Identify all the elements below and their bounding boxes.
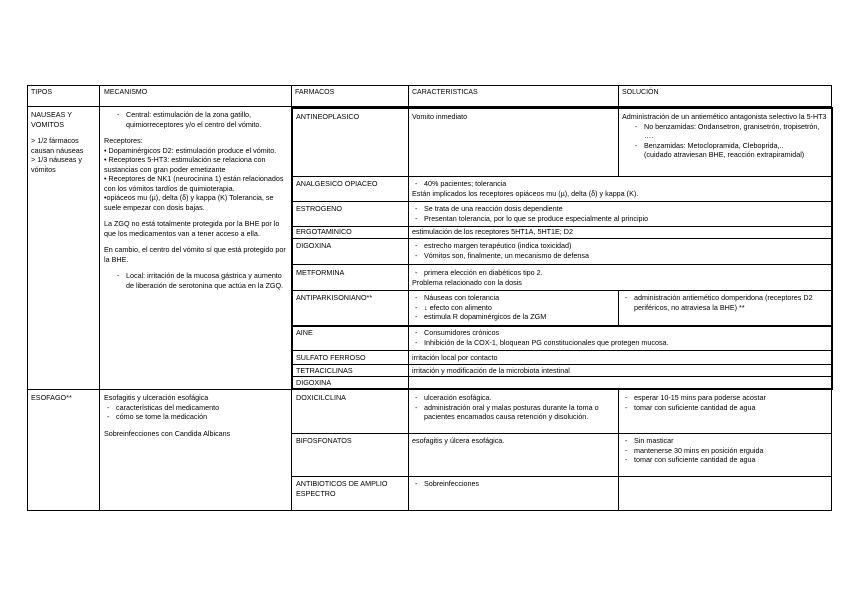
header-caracteristicas-text: CARACTERISTICAS: [412, 89, 478, 96]
caract-bifosfonatos: [409, 434, 619, 476]
grid-line: [292, 476, 832, 477]
solucion-doxicilclina: [619, 391, 831, 433]
caract-text: - Sobreinfecciones: [412, 479, 616, 489]
header-caracteristicas: [409, 86, 619, 106]
grid-line: [292, 238, 832, 239]
grid-line: [292, 201, 832, 202]
caract-text: - administración oral y malas posturas durante la toma o pacientes encamados causa retención y disolución.: [412, 403, 616, 422]
mecanismo-esofago-intro: Esofagitis y ulceración esofágica: [104, 393, 209, 402]
grid-line: [292, 290, 832, 291]
grid-line: [27, 85, 832, 86]
caract-text: estimulación de los receptores 5HT1A, 5HT1E; D2: [412, 227, 573, 236]
caract-analgesico-opiaceo: [409, 177, 829, 201]
mecanismo-esofago-item: - características del medicamento: [104, 403, 287, 413]
header-solucion-text: SOLUCIÓN: [622, 89, 659, 96]
farmaco-sulfato-ferroso: [293, 351, 408, 365]
farmaco-doxicilclina: [293, 391, 408, 433]
solucion-intro: Administración de un antiemético antagonista selectivo la 5-HT3: [622, 112, 827, 121]
farmaco-bifosfonatos: [293, 434, 408, 476]
tipo-nauseas-label: NAUSEAS Y VOMITOS: [31, 110, 72, 129]
farmaco-name: ANTIPARKISONIANO**: [296, 293, 373, 302]
header-mecanismo: [101, 86, 290, 106]
caract-sulfato-ferroso: [409, 351, 829, 365]
caract-metformina: [409, 265, 829, 291]
caract-aine: [409, 326, 829, 350]
grid-line: [618, 389, 619, 511]
farmaco-estrogeno: [293, 202, 408, 226]
caract-antiparkisoniano: [409, 291, 619, 325]
tipo-nauseas: [28, 108, 100, 388]
solucion-item: - administración antiemético domperidona (receptores D2 periféricos, no atraviesa la BHE) **: [622, 293, 828, 312]
grid-line: [618, 290, 619, 326]
caract-text: Problema relacionado con la dosis: [412, 277, 522, 287]
farmaco-name: DIGOXINA: [296, 241, 332, 250]
solucion-item: - tomar con suficiente cantidad de agua: [622, 455, 828, 465]
caract-text: - estrecho margen terapéutico (indica toxicidad): [412, 241, 826, 251]
caract-text: - ulceración esofágica.: [412, 393, 616, 403]
solucion-item: - esperar 10-15 mins para poderse acostar: [622, 393, 828, 403]
grid-line: [618, 108, 619, 176]
caract-text: - ↓ efecto con alimento: [412, 303, 616, 313]
tipo-esofago-label: ESOFAGO**: [31, 393, 72, 402]
caract-text: - Presentan tolerancia, por lo que se produce especialmente al principio: [412, 214, 826, 224]
caract-doxicilclina: [409, 391, 619, 433]
caract-digoxina: [409, 239, 829, 265]
mecanismo-esofago-sobreinf: Sobreinfecciones con Candida Albicans: [104, 428, 231, 438]
caract-text: - Inhibición de la COX-1, bloquean PG constitucionales que protegen mucosa.: [412, 338, 826, 348]
tipo-note-2: > 1/3 náuseas y vómitos: [31, 155, 82, 174]
caract-antibioticos: [409, 477, 619, 509]
caract-text: Vomito inmediato: [412, 112, 468, 121]
farmaco-antibioticos: [293, 477, 408, 509]
grid-line: [292, 376, 832, 377]
farmaco-antiparkisoniano: [293, 291, 408, 325]
farmaco-name: ERGOTAMINICO: [296, 227, 352, 236]
caract-text: irritación local por contacto: [412, 353, 498, 362]
farmaco-analgesico-opiaceo: [293, 177, 408, 201]
header-farmacos: [292, 86, 407, 106]
caract-text: - Consumidores crónicos: [412, 328, 826, 338]
farmaco-name: BIFOSFONATOS: [296, 436, 352, 445]
grid-line: [292, 364, 832, 365]
solucion-antineoplasico: [619, 110, 831, 176]
header-tipos-text: TIPOS: [31, 89, 53, 96]
grid-line: [618, 85, 619, 107]
thick-border: [291, 388, 833, 390]
mecanismo-esofago: [101, 391, 290, 509]
mecanismo-central: - Central: estimulación de la zona gatillo, quimiorreceptores y/o el centro del vómito.: [104, 110, 287, 129]
thick-border: [831, 107, 833, 390]
mecanismo-nauseas: [101, 108, 290, 388]
farmaco-name: TETRACICLINAS: [296, 366, 353, 375]
caract-estrogeno: [409, 202, 829, 226]
tipo-esofago: [28, 391, 100, 509]
farmaco-antineoplasico: [293, 110, 408, 176]
grid-line: [27, 85, 28, 511]
grid-line: [27, 510, 832, 511]
receptor-d2: • Dopaminérgicos D2: estimulación produce el vómito.: [104, 145, 277, 155]
farmaco-name: AINE: [296, 328, 313, 337]
farmaco-name: ANTINEOPLASICO: [296, 112, 360, 121]
mecanismo-esofago-item: - cómo se tome la medicación: [104, 412, 287, 422]
farmaco-name: ESTROGENO: [296, 204, 342, 213]
caract-text: - Se trata de una reacción dosis dependiente: [412, 204, 826, 214]
solucion-item: - Benzamidas: Metoclopramida, Cleboprida,..: [622, 141, 828, 151]
caract-text: - 40% pacientes; tolerancia: [412, 179, 826, 189]
mecanismo-zgq: La ZGQ no está totalmente protegida por la BHE por lo que los medicamentos van a tener acceso a ella.: [104, 219, 280, 238]
solucion-item: - Sin masticar: [622, 436, 828, 446]
mecanismo-centro: En cambio, el centro del vómito sí que está protegido por la BHE.: [104, 245, 286, 264]
grid-line: [408, 389, 409, 511]
thick-border: [291, 325, 833, 327]
receptores-title: Receptores:: [104, 136, 143, 145]
grid-line: [408, 108, 409, 390]
solucion-item: - tomar con suficiente cantidad de agua: [622, 403, 828, 413]
grid-line: [27, 389, 292, 390]
caract-text: - primera elección en diabéticos tipo 2.: [412, 268, 826, 278]
grid-line: [99, 85, 100, 511]
caract-text: esofagitis y úlcera esofágica.: [412, 436, 505, 445]
receptor-5ht3: • Receptores 5-HT3: estimulación se relaciona con sustancias con gran poder emetizante: [104, 155, 266, 174]
receptor-nk1: • Receptores de NK1 (neurocinina 1) están relacionados con los vómitos tardíos de quimioterapia.: [104, 174, 284, 193]
header-farmacos-text: FARMACOS: [295, 89, 335, 96]
grid-line: [292, 433, 832, 434]
caract-text: - Náuseas con tolerancia: [412, 293, 616, 303]
grid-line: [292, 350, 832, 351]
thick-border: [291, 107, 293, 390]
grid-line: [292, 264, 832, 265]
header-mecanismo-text: MECANISMO: [104, 89, 148, 96]
solucion-antiparkisoniano: [619, 291, 831, 325]
farmaco-digoxina: [293, 239, 408, 265]
caract-text: irritación y modificación de la microbiota intestinal: [412, 366, 570, 375]
farmaco-metformina: [293, 265, 408, 291]
farmaco-name: DIGOXINA: [296, 378, 332, 387]
caract-text: Están implicados los receptores opiáceos mu (µ), delta (δ) y kappa (K).: [412, 188, 639, 198]
caract-antineoplasico: [409, 110, 619, 176]
thick-border: [291, 107, 833, 109]
grid-line: [292, 176, 832, 177]
grid-line: [408, 85, 409, 107]
solucion-bifosfonatos: [619, 434, 831, 476]
caract-text: - Vómitos son, finalmente, un mecanismo de defensa: [412, 251, 826, 261]
header-solucion: [619, 86, 829, 106]
caract-text: - estimula R dopaminérgicos de la ZGM: [412, 312, 616, 322]
farmaco-name: METFORMINA: [296, 268, 345, 277]
farmaco-aine: [293, 326, 408, 350]
farmaco-name: SULFATO FERROSO: [296, 353, 366, 362]
grid-line: [292, 226, 832, 227]
header-tipos: [28, 86, 100, 106]
solucion-note: (cuidado atraviesan BHE, reacción extrapiramidal): [644, 150, 805, 159]
solucion-item: - mantenerse 30 mins en posición erguida: [622, 446, 828, 456]
farmaco-name: ANTIBIOTICOS DE AMPLIO ESPECTRO: [296, 479, 388, 498]
mecanismo-local: - Local: irritación de la mucosa gástrica y aumento de liberación de serotonina que actúa en la ZGQ.: [104, 271, 287, 290]
receptor-opiaceos: •opiáceos mu (µ), delta (δ) y kappa (K) Tolerancia, se suele empezar con dosis bajas.: [104, 193, 274, 212]
farmaco-name: ANALGESICO OPIACEO: [296, 179, 378, 188]
tipo-note-1: > 1/2 fármacos causan náuseas: [31, 136, 84, 155]
solucion-item: - No benzamidas: Ondansetron, granisetrón, tropisetrón, ….: [622, 122, 828, 141]
farmaco-name: DOXICILCLINA: [296, 393, 346, 402]
